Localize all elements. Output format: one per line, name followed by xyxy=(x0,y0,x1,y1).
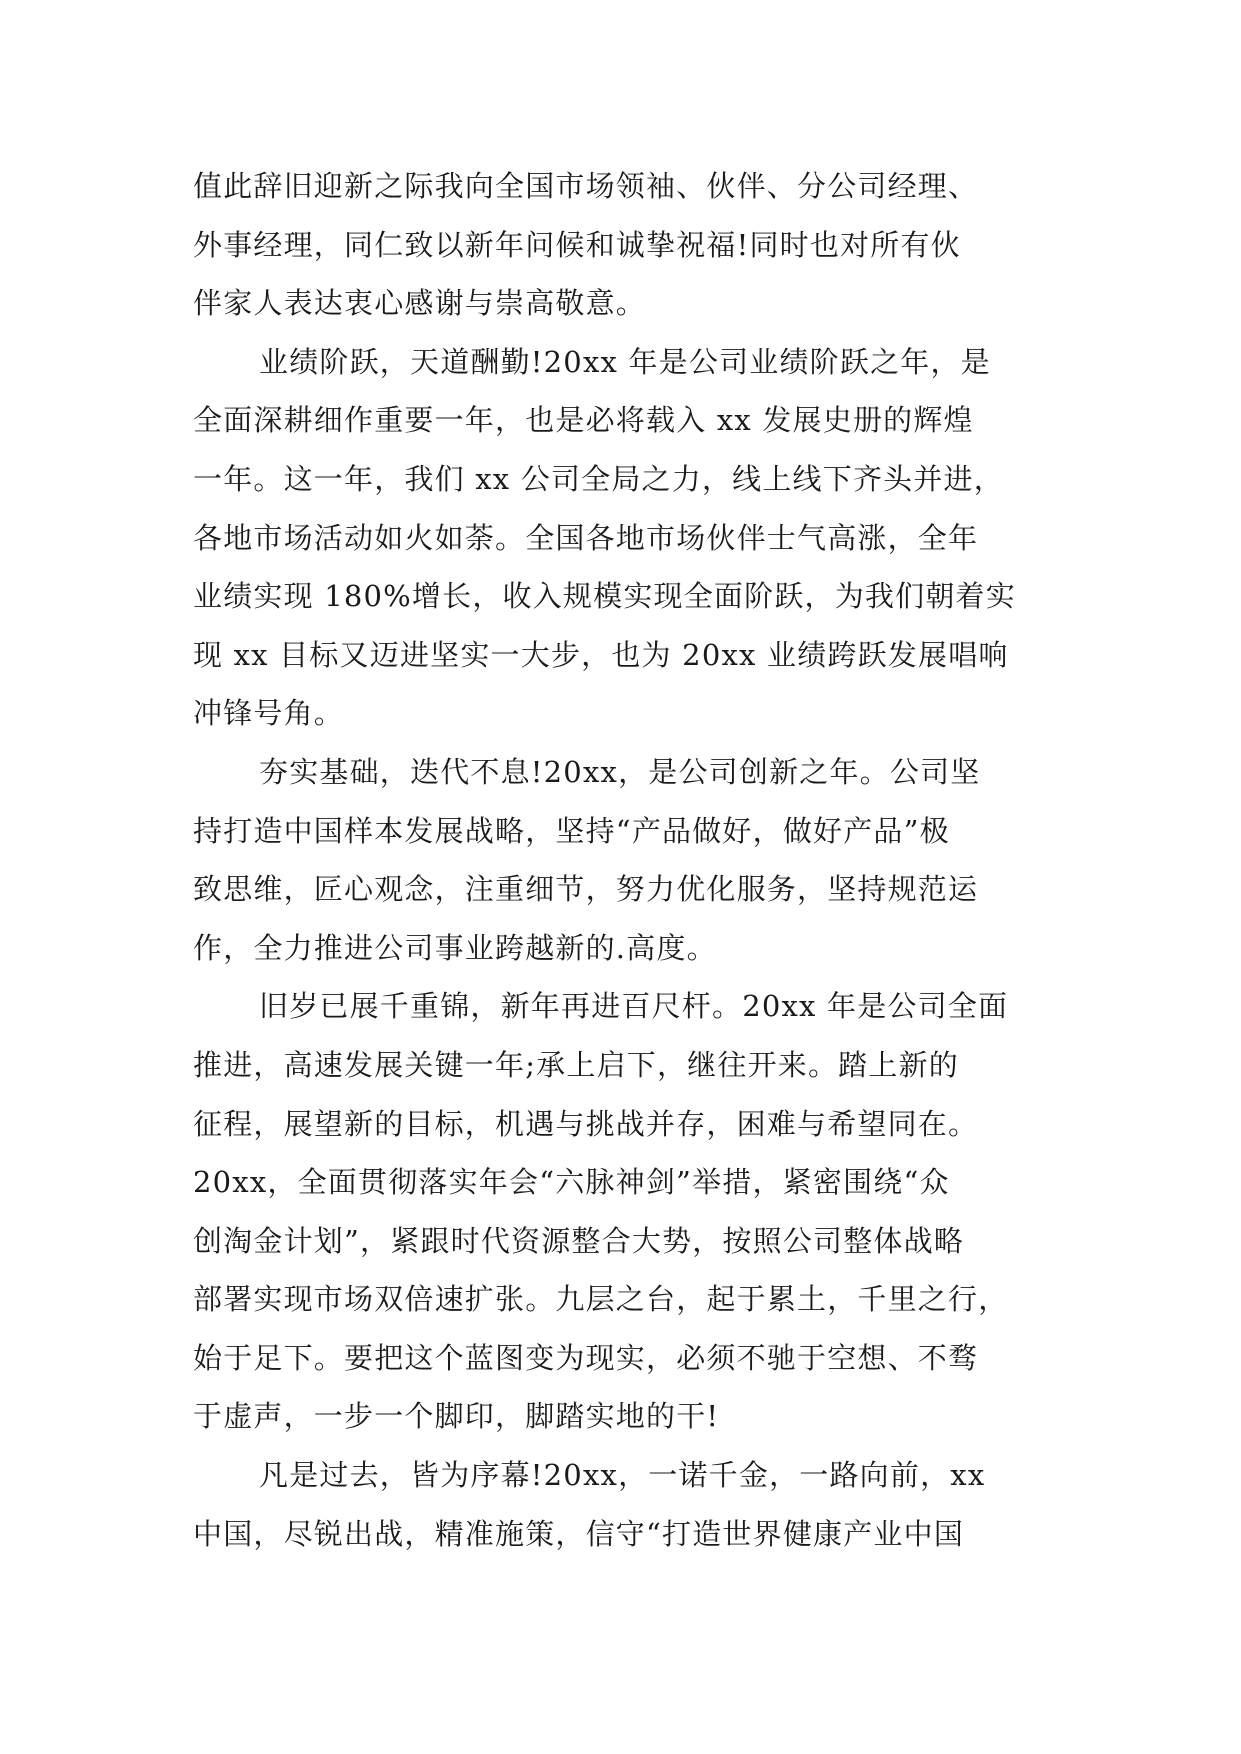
text-line: 致思维，匠心观念，注重细节，努力优化服务，坚持规范运 xyxy=(193,872,979,907)
text-line: 作，全力推进公司事业跨越新的.高度。 xyxy=(193,930,717,965)
body-text xyxy=(193,157,1073,1563)
text-line: 持打造中国样本发展战略，坚持“产品做好，做好产品”极 xyxy=(193,813,950,848)
text-line: 一年。这一年，我们 xx 公司全局之力，线上线下齐头并进， xyxy=(193,461,1004,496)
paragraph-start-line: 夯实基础，迭代不息!20xx，是公司创新之年。公司坚 xyxy=(259,754,981,789)
paragraph-start-line: 旧岁已展千重锦，新年再进百尺杆。20xx 年是公司全面 xyxy=(259,989,1009,1024)
text-line: 20xx，全面贯彻落实年会“六脉神剑”举措，紧密围绕“众 xyxy=(193,1165,950,1200)
paragraph-start-line: 凡是过去，皆为序幕!20xx，一诺千金，一路向前，xx xyxy=(259,1458,986,1493)
text-line: 全面深耕细作重要一年，也是必将载入 xx 发展史册的辉煌 xyxy=(193,403,974,438)
text-line: 始于足下。要把这个蓝图变为现实，必须不驰于空想、不骛 xyxy=(193,1340,979,1375)
text-line: 中国，尽锐出战，精准施策，信守“打造世界健康产业中国 xyxy=(193,1516,965,1551)
text-line: 推进，高速发展关键一年;承上启下，继往开来。踏上新的 xyxy=(193,1047,959,1082)
text-line: 各地市场活动如火如荼。全国各地市场伙伴士气高涨，全年 xyxy=(193,520,979,555)
text-line: 于虚声，一步一个脚印，脚踏实地的干! xyxy=(193,1399,720,1434)
text-line: 伴家人表达衷心感谢与崇高敬意。 xyxy=(193,286,647,321)
text-line: 冲锋号角。 xyxy=(193,696,345,731)
text-line: 外事经理，同仁致以新年问候和诚挚祝福!同时也对所有伙 xyxy=(193,227,961,262)
text-line: 值此辞旧迎新之际我向全国市场领袖、伙伴、分公司经理、 xyxy=(193,169,979,203)
paragraph-start-line: 业绩阶跃，天道酬勤!20xx 年是公司业绩阶跃之年，是 xyxy=(259,344,991,379)
text-line: 业绩实现 180%增长，收入规模实现全面阶跃，为我们朝着实 xyxy=(193,579,1016,614)
text-line: 现 xx 目标又迈进坚实一大步，也为 20xx 业绩跨跃发展唱响 xyxy=(193,637,1009,672)
text-line: 部署实现市场双倍速扩张。九层之台，起于累土，千里之行， xyxy=(193,1282,1009,1317)
text-line: 创淘金计划”，紧跟时代资源整合大势，按照公司整体战略 xyxy=(193,1223,965,1258)
text-line: 征程，展望新的目标，机遇与挑战并存，困难与希望同在。 xyxy=(193,1106,979,1141)
